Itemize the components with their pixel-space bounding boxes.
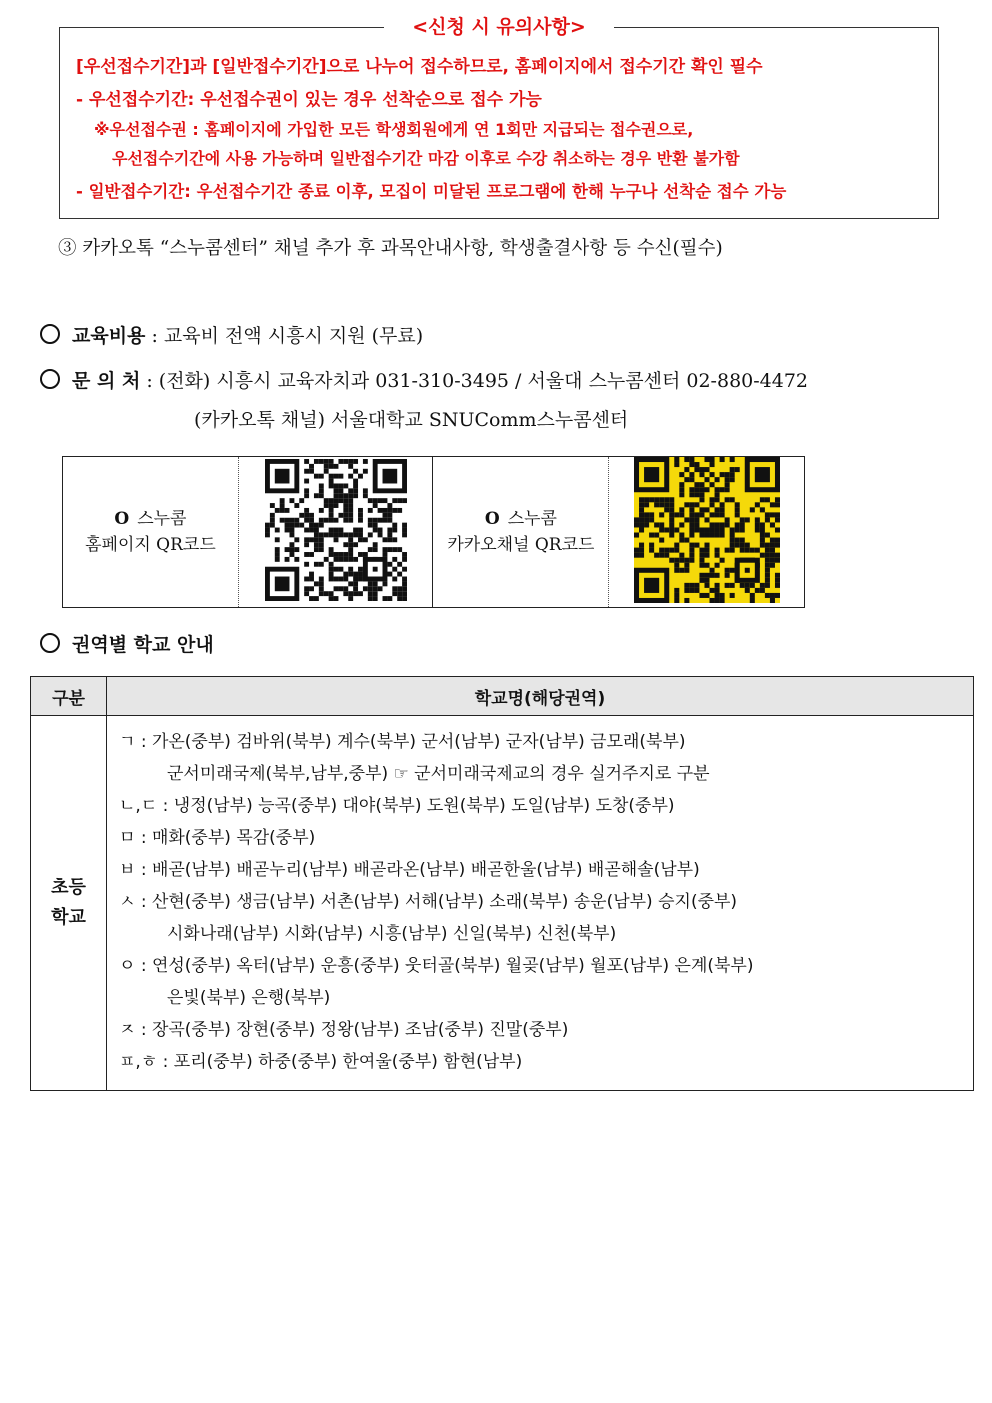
list-item: ㅇ : 연성(중부) 옥터(남부) 운흥(중부) 웃터골(북부) 월곶(남부) 월포(남부) 은계(북부) xyxy=(119,956,754,976)
circle-bullet-icon xyxy=(40,633,60,653)
list-item: ㅅ : 산현(중부) 생금(남부) 서촌(남부) 서해(남부) 소래(북부) 송운(남부) 승지(중부) xyxy=(119,892,738,912)
notice-line-3: ※우선접수권 : 홈페이지에 가입한 모든 학생회원에게 연 1회만 지급되는 접수권으로, xyxy=(94,120,694,139)
homepage-qr-cell xyxy=(238,457,433,608)
schools-heading: 권역별 학교 안내 xyxy=(72,634,214,656)
notice-line-5: - 일반접수기간: 우선접수기간 종료 이후, 모집이 미달된 프로그램에 한해 누구나 선착순 접수 가능 xyxy=(76,182,787,201)
kakao-qr-cell xyxy=(609,457,805,608)
circle-bullet-icon xyxy=(40,324,60,344)
homepage-qr-code-icon[interactable] xyxy=(265,459,407,601)
list-item: ㅂ : 배곧(남부) 배곧누리(남부) 배곧라온(남부) 배곧한울(남부) 배곧해솔(남부) xyxy=(119,860,700,880)
kakao-qr-label: O 스누콤 카카오채널 QR코드 xyxy=(433,457,609,608)
list-item: 시화나래(남부) 시화(남부) 시흥(남부) 신일(북부) 신천(북부) xyxy=(167,924,617,944)
contact-line xyxy=(40,368,808,394)
notice-title: <신청 시 유의사항> xyxy=(384,14,614,40)
qr-table xyxy=(62,456,805,608)
notice-line-2: - 우선접수기간: 우선접수권이 있는 경우 선착순으로 접수 가능 xyxy=(76,90,542,110)
contact-kakao: (카카오톡 채널) 서울대학교 SNUComm스누콤센터 xyxy=(194,409,629,431)
contact-phone: : (전화) 시흥시 교육자치과 031-310-3495 / 서울대 스누콤센터 02-880-4472 xyxy=(146,370,809,392)
kakao-note: ③ 카카오톡 “스누콤센터” 채널 추가 후 과목안내사항, 학생출결사항 등 수신(필수) xyxy=(58,238,723,259)
list-item: ㄴ,ㄷ : 냉정(남부) 능곡(중부) 대야(북부) 도원(북부) 도일(남부) 도창(중부) xyxy=(119,796,675,816)
school-table xyxy=(30,676,974,1091)
list-item: 군서미래국제(북부,남부,중부) ☞ 군서미래국제교의 경우 실거주지로 구분 xyxy=(167,764,710,784)
cost-label: 교육비용 xyxy=(72,325,146,347)
circle-bullet-icon xyxy=(40,369,60,389)
list-item: ㅍ,ㅎ : 포리(중부) 하중(중부) 한여울(중부) 함현(남부) xyxy=(119,1052,523,1072)
school-list xyxy=(107,716,974,1091)
list-item: ㄱ : 가온(중부) 검바위(북부) 계수(북부) 군서(남부) 군자(남부) 금모래(북부) xyxy=(119,732,686,752)
contact-label: 문 의 처 xyxy=(72,370,141,392)
list-item: ㅈ : 장곡(중부) 장현(중부) 정왕(남부) 조남(중부) 진말(중부) xyxy=(119,1020,569,1040)
category-elementary: 초등 학교 xyxy=(31,716,107,1091)
list-item: ㅁ : 매화(중부) 목감(중부) xyxy=(119,828,316,848)
cost-value: : 교육비 전액 시흥시 지원 (무료) xyxy=(151,325,424,347)
notice-box xyxy=(59,16,939,219)
notice-line-1: [우선접수기간]과 [일반접수기간]으로 나누어 접수하므로, 홈페이지에서 접수기간 확인 필수 xyxy=(76,57,763,77)
header-category: 구분 xyxy=(31,677,107,716)
header-school-name: 학교명(해당권역) xyxy=(107,677,974,716)
notice-line-4: 우선접수기간에 사용 가능하며 일반접수기간 마감 이후로 수강 취소하는 경우 반환 불가함 xyxy=(112,149,740,168)
kakao-qr-code-icon[interactable] xyxy=(634,457,780,603)
homepage-qr-label: O 스누콤 홈페이지 QR코드 xyxy=(63,457,239,608)
schools-heading-line xyxy=(40,632,214,658)
cost-line xyxy=(40,323,423,349)
list-item: 은빛(북부) 은행(북부) xyxy=(167,988,331,1008)
